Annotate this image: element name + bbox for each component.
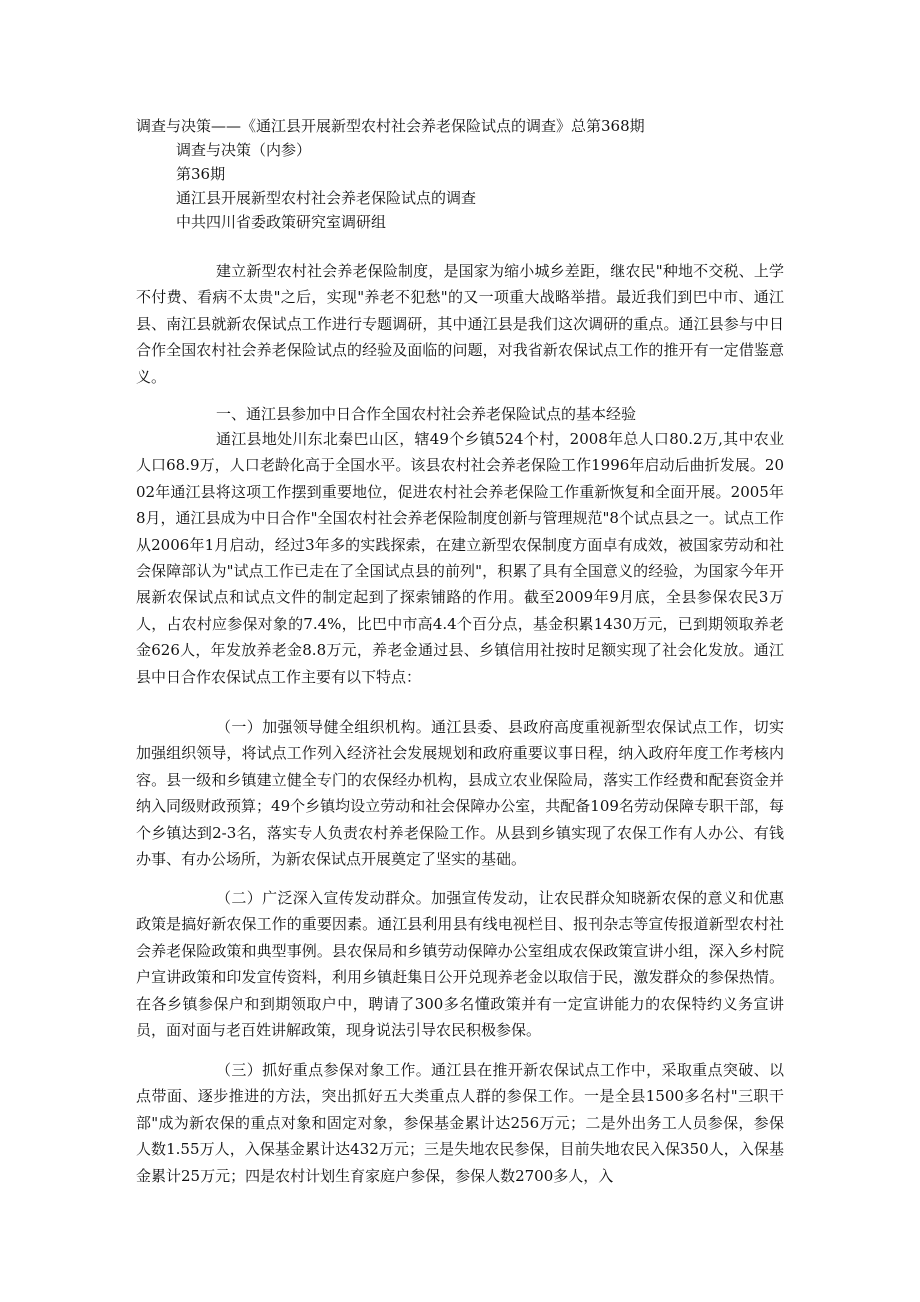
point-2-paragraph: （二）广泛深入宣传发动群众。加强宣传发动，让农民群众知晓新农保的意义和优惠政策是搞好新农保工作的重要因素。通江县利用县有线电视栏目、报刊杂志等宣传报道新型农村社会养老保险政策和典型事例。县农保局和乡镇劳动保障办公室组成农保政策宣讲小组，深入乡村院户宣讲政策和印发宣传资料，利用乡镇赶集日公开兑现养老金以取信于民，激发群众的参保热情。在各乡镇参保户和到期领取户中，聘请了300多名懂政策并有一定宣讲能力的农保特约义务宣讲员，面对面与老百姓讲解政策，现身说法引导农民积极参保。 bbox=[136, 889, 784, 1040]
issue-number: 第36期 bbox=[176, 165, 226, 183]
section-1-paragraph: 通江县地处川东北秦巴山区，辖49个乡镇524个村，2008年总人口80.2万,其中农业人口68.9万，人口老龄化高于全国水平。该县农村社会养老保险工作1996年启动后曲折发展。2002年通江县将这项工作摆到重要地位，促进农村社会养老保险工作重新恢复和全面开展。2005年8月，通江县成为中日合作"全国农村社会养老保险制度创新与管理规范"8个试点县之一。试点工作从2006年1月启动，经过3年多的实践探索，在建立新型农保制度方面卓有成效，被国家劳动和社会保障部认为"试点工作已走在了全国试点县的前列"，积累了具有全国意义的经验，为国家今年开展新农保试点和试点文件的制定起到了探索铺路的作用。截至2009年9月底，全县参保农民3万人，占农村应参保对象的7.4%，比巴中市高4.4个百分点，基金积累1430万元，已到期领取养老金626人，年发放养老金8.8万元，养老金通过县、乡镇信用社按时足额实现了社会化发放。通江县中日合作农保试点工作主要有以下特点： bbox=[136, 430, 784, 686]
intro-paragraph: 建立新型农村社会养老保险制度，是国家为缩小城乡差距，继农民"种地不交税、上学不付费、看病不太贵"之后，实现"养老不犯愁"的又一项重大战略举措。最近我们到巴中市、通江县、南江县就新农保试点工作进行专题调研，其中通江县是我们这次调研的重点。通江县参与中日合作全国农村社会养老保险试点的经验及面临的问题，对我省新农保试点工作的推开有一定借鉴意义。 bbox=[136, 262, 784, 386]
publication-name: 调查与决策（内参） bbox=[176, 141, 312, 159]
document-title-line: 调查与决策——《通江县开展新型农村社会养老保险试点的调查》总第368期 bbox=[136, 117, 645, 135]
author-line: 中共四川省委政策研究室调研组 bbox=[176, 213, 387, 231]
point-1-paragraph: （一）加强领导健全组织机构。通江县委、县政府高度重视新型农保试点工作，切实加强组织领导，将试点工作列入经济社会发展规划和政府重要议事日程，纳入政府年度工作考核内容。县一级和乡镇建立健全专门的农保经办机构，县成立农业保险局，落实工作经费和配套资金并纳入同级财政预算；49个乡镇均设立劳动和社会保障办公室，共配备109名劳动保障专职干部，每个乡镇达到2-3名，落实专人负责农村养老保险工作。从县到乡镇实现了农保工作有人办公、有钱办事、有办公场所，为新农保试点开展奠定了坚实的基础。 bbox=[136, 718, 784, 869]
article-title: 通江县开展新型农村社会养老保险试点的调查 bbox=[176, 189, 477, 207]
section-1-heading: 一、通江县参加中日合作全国农村社会养老保险试点的基本经验 bbox=[216, 405, 637, 423]
point-3-paragraph: （三）抓好重点参保对象工作。通江县在推开新农保试点工作中，采取重点突破、以点带面、逐步推进的方法，突出抓好五大类重点人群的参保工作。一是全县1500多名村"三职干部"成为新农保的重点对象和固定对象，参保基金累计达256万元；二是外出务工人员参保，参保人数1.55万人，入保基金累计达432万元；三是失地农民参保，目前失地农民入保350人，入保基金累计25万元；四是农村计划生育家庭户参保，参保人数2700多人，入 bbox=[136, 1061, 784, 1185]
